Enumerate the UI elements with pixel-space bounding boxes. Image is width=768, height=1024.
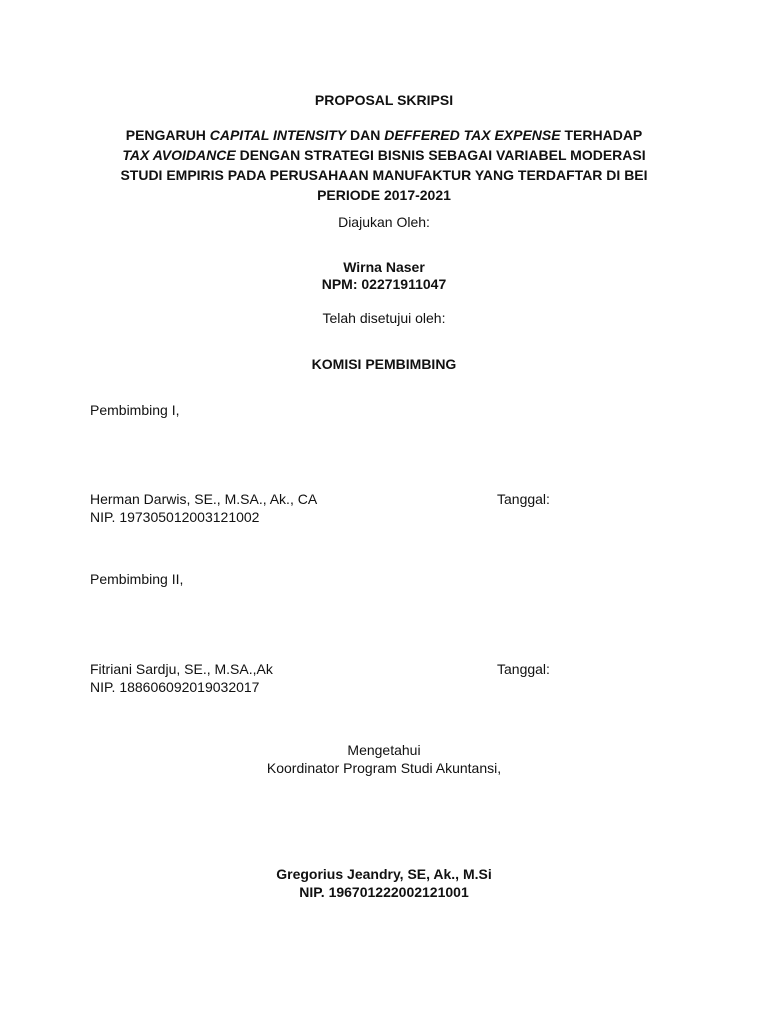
acknowledgement-label: Mengetahui bbox=[347, 742, 421, 758]
advisor-2-name: Fitriani Sardju, SE., M.SA.,Ak bbox=[90, 661, 273, 677]
advisor-2-nip: NIP. 188606092019032017 bbox=[90, 679, 260, 695]
approved-by-label: Telah disetujui oleh: bbox=[322, 310, 446, 326]
title-line-1 bbox=[0, 125, 768, 145]
advisor-2-role: Pembimbing II, bbox=[90, 571, 184, 587]
document-header: PROPOSAL SKRIPSI bbox=[314, 92, 454, 108]
coordinator-name: Gregorius Jeandry, SE, Ak., M.Si bbox=[276, 866, 492, 882]
advisor-2-date-label: Tanggal: bbox=[497, 661, 550, 677]
coordinator-nip: NIP. 196701222002121001 bbox=[299, 884, 469, 900]
title-italic-term: CAPITAL INTENSITY bbox=[209, 127, 347, 143]
committee-heading: KOMISI PEMBIMBING bbox=[311, 356, 457, 372]
title-text: PENGARUH bbox=[125, 127, 210, 143]
title-line-4: PERIODE 2017-2021 bbox=[317, 187, 451, 203]
title-italic-term: TAX AVOIDANCE bbox=[122, 147, 236, 163]
submitted-by-label: Diajukan Oleh: bbox=[338, 214, 430, 230]
title-text: DAN bbox=[346, 127, 385, 143]
advisor-1-name: Herman Darwis, SE., M.SA., Ak., CA bbox=[90, 491, 318, 507]
advisor-1-role: Pembimbing I, bbox=[90, 402, 180, 418]
title-text: DENGAN STRATEGI BISNIS SEBAGAI VARIABEL MODERASI bbox=[235, 147, 646, 163]
title-italic-term: DEFFERED TAX EXPENSE bbox=[384, 127, 561, 143]
title-line-2 bbox=[0, 145, 768, 165]
advisor-1-nip: NIP. 197305012003121002 bbox=[90, 509, 260, 525]
student-npm: NPM: 02271911047 bbox=[321, 276, 447, 292]
thesis-title bbox=[0, 125, 768, 205]
title-line-3: STUDI EMPIRIS PADA PERUSAHAAN MANUFAKTUR YANG TERDAFTAR DI BEI bbox=[120, 167, 648, 183]
title-text: TERHADAP bbox=[560, 127, 643, 143]
advisor-1-date-label: Tanggal: bbox=[497, 491, 550, 507]
coordinator-title: Koordinator Program Studi Akuntansi, bbox=[266, 760, 502, 776]
student-name: Wirna Naser bbox=[343, 259, 425, 275]
